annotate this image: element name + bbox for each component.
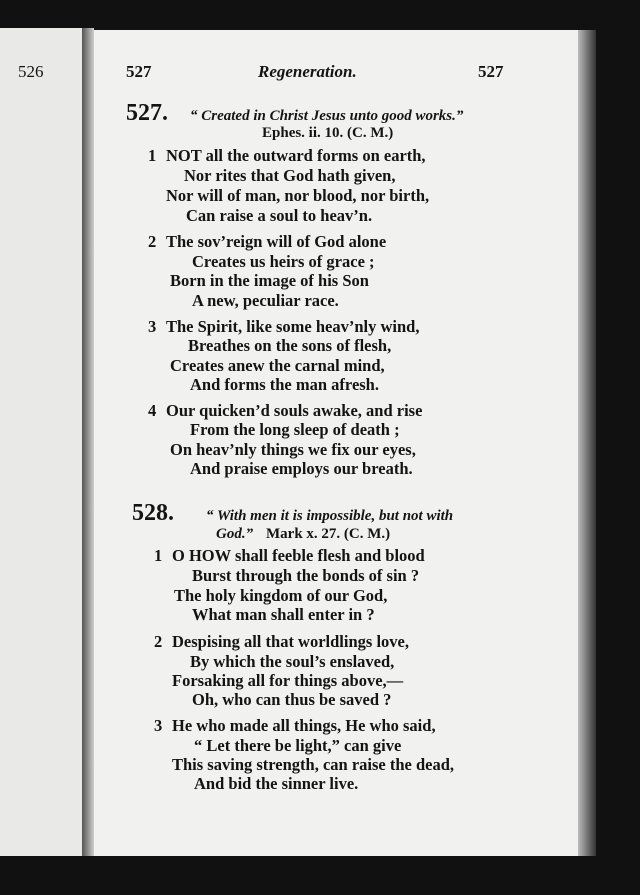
verse-line: 2 Despising all that worldlings love, (154, 632, 409, 651)
verse-line: By which the soul’s enslaved, (190, 652, 395, 671)
verse-line: And bid the sinner live. (194, 774, 359, 793)
verse-line: 2 The sov’reign will of God alone (148, 232, 387, 251)
verse-line: Nor will of man, nor blood, nor birth, (166, 186, 430, 205)
verse-number: 2 (148, 232, 157, 251)
verse-line: Born in the image of his Son (170, 271, 369, 290)
verse-line: 4 Our quicken’d souls awake, and rise (148, 401, 423, 420)
verse-line: 3 The Spirit, like some heav’nly wind, (148, 317, 420, 336)
verse-line: Can raise a soul to heav’n. (186, 206, 373, 225)
verse-line: 1 O HOW shall feeble flesh and blood (154, 546, 425, 565)
left-page (0, 28, 83, 856)
hymn-epigraph-continued: God.” (216, 526, 254, 542)
verse-number: 3 (154, 716, 163, 735)
verse-line: And forms the man afresh. (190, 375, 379, 394)
page-edge (578, 30, 596, 856)
verse-number: 1 (154, 546, 163, 565)
verse-line: 3 He who made all things, He who said, (154, 716, 436, 735)
verse-line: Creates us heirs of grace ; (192, 252, 375, 271)
left-page-number: 526 (18, 62, 44, 81)
verse-line: The holy kingdom of our God, (174, 586, 388, 605)
verse-line: A new, peculiar race. (192, 291, 339, 310)
hymn-number: 528. (132, 500, 174, 526)
verse-line: On heav’nly things we fix our eyes, (170, 440, 416, 459)
verse-number: 4 (148, 401, 157, 420)
verse-line: “ Let there be light,” can give (194, 736, 402, 755)
verse-line: Oh, who can thus be saved ? (192, 690, 392, 709)
verse-line: And praise employs our breath. (190, 459, 413, 478)
header-right-number: 527 (478, 62, 504, 81)
hymn-number: 527. (126, 100, 168, 126)
verse-line: Burst through the bonds of sin ? (192, 566, 420, 585)
hymn-epigraph: “ Created in Christ Jesus unto good works.” (190, 108, 464, 124)
verse-line: Nor rites that God hath given, (184, 166, 396, 185)
verse-line: From the long sleep of death ; (190, 420, 400, 439)
verse-line: This saving strength, can raise the dead, (172, 755, 455, 774)
verse-line: Forsaking all for things above,— (172, 671, 404, 690)
verse-number: 2 (154, 632, 163, 651)
verse-line: 1 NOT all the outward forms on earth, (148, 146, 426, 165)
verse-number: 1 (148, 146, 157, 165)
verse-line: Breathes on the sons of flesh, (188, 336, 392, 355)
running-title: Regeneration. (258, 62, 357, 81)
verse-line: Creates anew the carnal mind, (170, 356, 385, 375)
hymn-reference: Ephes. ii. 10. (C. M.) (262, 125, 394, 141)
book-gutter (82, 28, 94, 856)
verse-number: 3 (148, 317, 157, 336)
hymn-reference: Mark x. 27. (C. M.) (266, 526, 391, 542)
verse-line: What man shall enter in ? (192, 605, 375, 624)
header-hymn-number: 527 (126, 62, 152, 81)
hymn-epigraph: “ With men it is impossible, but not with (206, 508, 454, 524)
